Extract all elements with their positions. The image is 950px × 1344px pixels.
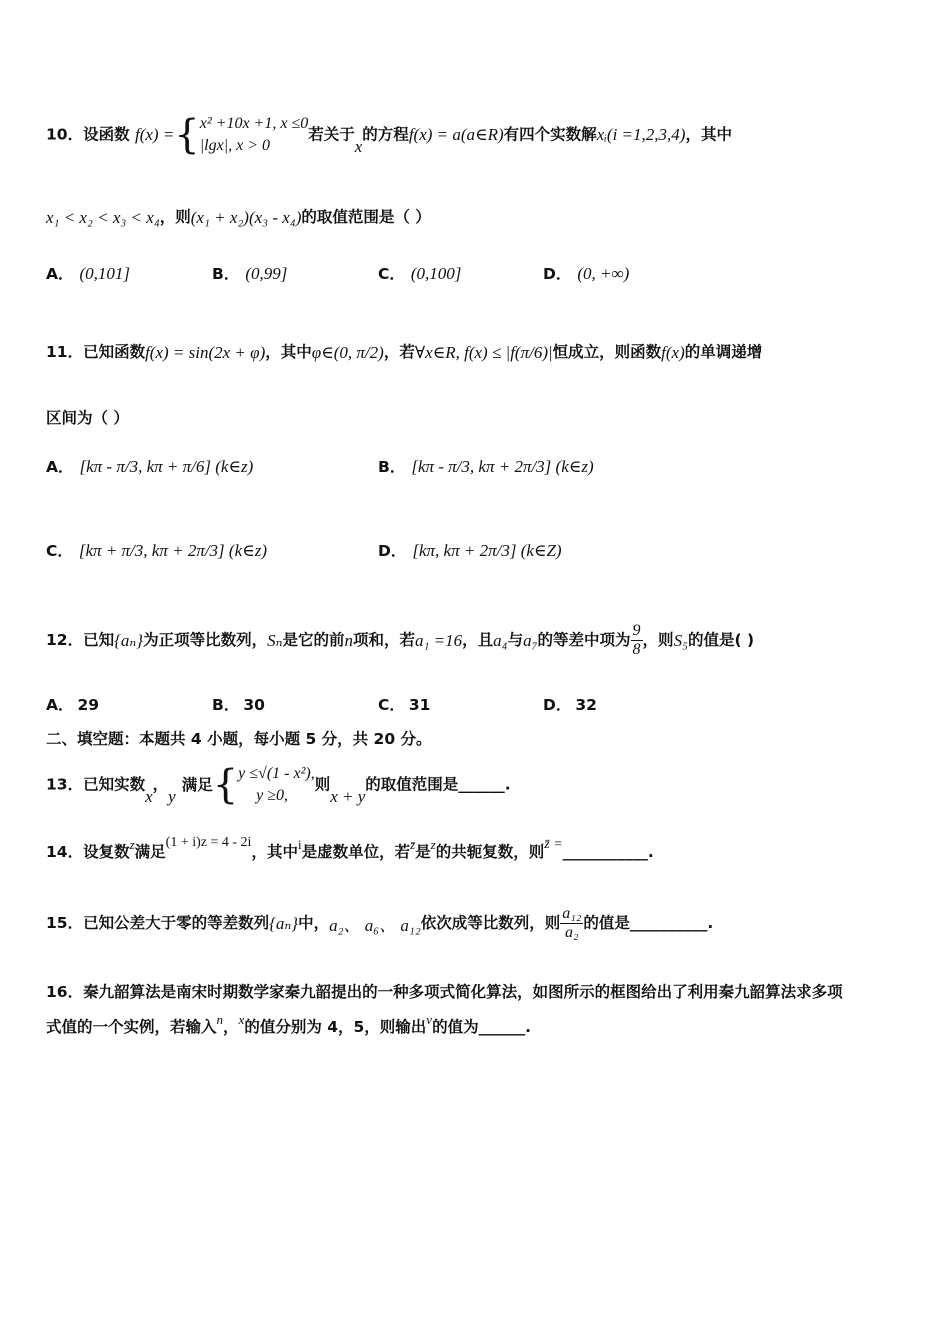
q16-n: n (216, 1011, 224, 1027)
q12-fraction-denominator: 8 (632, 641, 641, 658)
q15-answer-blank[interactable]: 的值是__________. (583, 914, 714, 932)
q12-text3: 项和，若 (353, 631, 416, 649)
q11-option-a[interactable] (46, 455, 253, 477)
q13-line (46, 762, 910, 808)
q16-line2 (46, 1011, 910, 1037)
q10-text6: 的取值范围是（ ） (301, 208, 431, 226)
q14-zbar: z̄ (410, 836, 416, 852)
option-value: 29 (77, 696, 100, 714)
option-value: 31 (408, 696, 431, 714)
q10-brace: { (174, 112, 200, 158)
q13-constraint2: y ≥0, (256, 787, 289, 804)
q12-sequence: {aₙ} (114, 630, 144, 650)
option-label: B． (212, 696, 240, 714)
q11-phi-range: φ∈(0, π/2) (311, 342, 384, 362)
q10-piece2: |lgx|, x > 0 (199, 137, 270, 154)
q13-comma: ， (152, 775, 169, 794)
q11-line1 (46, 340, 910, 363)
q10-text1: 若关于 (308, 125, 355, 144)
q10-number: 10．设函数 (46, 125, 130, 144)
option-value: [kπ + π/3, kπ + 2π/3] (k∈z) (78, 541, 267, 560)
q14-z: z (129, 836, 135, 852)
q14-equation: (1 + i)z = 4 - 2i (165, 834, 252, 850)
q15-fraction-denominator: a₂ (565, 924, 579, 941)
q14-text5: 的共轭复数，则 (435, 843, 545, 861)
q16-comma: ， (223, 1018, 239, 1036)
q10-expression: (x₁ + x₂)(x₃ - x₄) (190, 207, 302, 227)
option-value: 32 (575, 696, 597, 714)
q11-option-b[interactable] (378, 455, 594, 477)
q12-text8: 的值是( ) (687, 631, 755, 649)
q14-text2: ，其中 (251, 843, 298, 861)
q10-line2 (46, 205, 910, 228)
q11-text3: 恒成立，则函数 (552, 343, 662, 361)
option-value: (0,99] (245, 264, 288, 283)
option-value: (0,100] (410, 264, 462, 283)
q14-number: 14．设复数 (46, 843, 130, 861)
q10-roots: xᵢ(i =1,2,3,4) (596, 125, 686, 144)
q14-z2: z (430, 836, 436, 852)
q12-text2: 是它的前 (282, 631, 345, 649)
option-label: C． (378, 696, 405, 714)
q12-number: 12．已知 (46, 631, 115, 649)
q10-text2: 的方程 (362, 125, 409, 144)
q12-option-d[interactable] (543, 693, 597, 715)
q11-line2 (46, 406, 910, 428)
q13-text3: 的取值范围是______. (365, 775, 511, 794)
section-heading (46, 727, 910, 749)
option-label: D． (543, 265, 572, 283)
q12-line1 (46, 622, 910, 659)
option-label: A． (46, 458, 74, 476)
q11-number: 11．已知函数 (46, 343, 146, 361)
q10-text4: ，其中 (685, 125, 732, 144)
option-value: 30 (243, 696, 265, 714)
q14-line (46, 834, 910, 862)
q13-constraints (238, 763, 315, 807)
q15-line (46, 905, 910, 942)
option-label: B． (378, 458, 406, 476)
q15-terms: a₂、 a₆、 a₁₂ (329, 916, 421, 935)
option-value: [kπ - π/3, kπ + 2π/3] (k∈z) (411, 457, 594, 476)
q11-function-ref: f(x) (661, 342, 685, 362)
q13-constraint1: y ≤√(1 - x²), (238, 765, 315, 782)
q10-piece1: x² +10x +1, x ≤0 (199, 115, 309, 132)
q10-piecewise (200, 113, 308, 157)
q10-option-d[interactable] (543, 262, 629, 284)
q11-text2: ，若 (383, 343, 415, 361)
q12-text5: 与 (507, 631, 524, 649)
q13-brace: { (212, 762, 239, 808)
q15-number: 15．已知公差大于零的等差数列 (46, 914, 270, 932)
q11-option-c[interactable] (46, 539, 267, 561)
q10-text3: 有四个实数解 (503, 125, 597, 144)
q14-text1: 满足 (134, 843, 166, 861)
option-value: [kπ - π/3, kπ + π/6] (k∈z) (79, 457, 254, 476)
q12-text7: ，则 (642, 631, 674, 649)
q15-sequence: {aₙ} (269, 913, 299, 933)
q10-condition: x₁ < x₂ < x₃ < x₄ (46, 207, 160, 227)
q13-sum: x + y (330, 787, 366, 806)
q16-v: v (426, 1011, 433, 1027)
option-value: [kπ, kπ + 2π/3] (k∈Z) (412, 541, 562, 560)
q12-fraction (631, 622, 643, 659)
q16-text3: 的值分别为 4，5，则输出 (244, 1018, 427, 1036)
q13-number: 13．已知实数 (46, 775, 146, 794)
q12-a1: a₁ =16 (415, 630, 463, 650)
q10-option-a[interactable] (46, 262, 130, 284)
q12-fraction-numerator: 9 (632, 622, 641, 639)
option-label: D． (543, 696, 572, 714)
q12-option-b[interactable] (212, 693, 265, 715)
option-label: A． (46, 696, 74, 714)
q15-text2: 依次成等比数列，则 (420, 914, 561, 932)
q12-n: n (344, 630, 353, 650)
q10-line1 (46, 112, 910, 158)
q13-text1: 满足 (181, 775, 213, 794)
q15-fraction (560, 905, 583, 942)
q10-var-x: x (354, 137, 363, 156)
q12-s5: S₅ (673, 630, 688, 650)
q12-text1: 为正项等比数列， (143, 631, 268, 649)
option-label: D． (378, 542, 407, 560)
option-value: (0, +∞) (577, 264, 630, 283)
q16-line1 (46, 980, 910, 1002)
q15-fraction-numerator: a₁₂ (562, 905, 582, 922)
q13-text2: 则 (314, 775, 331, 794)
q12-a4: a₄ (493, 630, 508, 650)
option-label: B． (212, 265, 240, 283)
q12-a7: a₇ (523, 630, 538, 650)
q12-option-a[interactable] (46, 693, 99, 715)
q10-function: f(x) = (134, 125, 175, 144)
q12-sn: Sₙ (267, 630, 283, 650)
section-title: 二、填空题：本题共 4 小题，每小题 5 分，共 20 分。 (46, 730, 432, 748)
q10-text5: ，则 (159, 208, 191, 226)
q14-answer-blank[interactable]: ___________. (562, 843, 654, 861)
q14-text4: 是 (415, 843, 431, 861)
option-value: (0,101] (79, 264, 131, 283)
q13-var-x: x (145, 787, 153, 806)
q11-function: f(x) = sin(2x + φ) (145, 342, 266, 362)
q11-text5: 区间为（ ） (46, 409, 129, 427)
option-label: C． (378, 265, 405, 283)
option-label: A． (46, 265, 74, 283)
q10-equation: f(x) = a(a∈R) (408, 125, 504, 144)
q12-text6: 的等差中项为 (537, 631, 631, 649)
q12-option-c[interactable] (378, 693, 430, 715)
q16-x: x (238, 1011, 245, 1027)
q10-option-c[interactable] (378, 262, 461, 284)
q16-answer-blank[interactable]: 的值为______. (432, 1018, 531, 1036)
q11-condition: ∀x∈R, f(x) ≤ |f(π/6)| (414, 342, 553, 362)
q11-text1: ，其中 (265, 343, 312, 361)
q12-text4: ，且 (462, 631, 494, 649)
q10-option-b[interactable] (212, 262, 287, 284)
q11-option-d[interactable] (378, 539, 562, 561)
q16-text1: 16．秦九韶算法是南宋时期数学家秦九韶提出的一种多项式简化算法，如图所示的框图给出了利用秦九韶算法求多项 (46, 983, 843, 1001)
q14-text3: 是虚数单位，若 (301, 843, 411, 861)
q14-zbar-eq: z̄ = (544, 836, 563, 852)
q15-text1: 中， (298, 914, 330, 932)
q11-text4: 的单调递增 (684, 343, 763, 361)
q16-text2: 式值的一个实例，若输入 (46, 1018, 217, 1036)
option-label: C． (46, 542, 73, 560)
q13-var-y: y (168, 787, 176, 806)
q14-i: i (297, 836, 302, 852)
